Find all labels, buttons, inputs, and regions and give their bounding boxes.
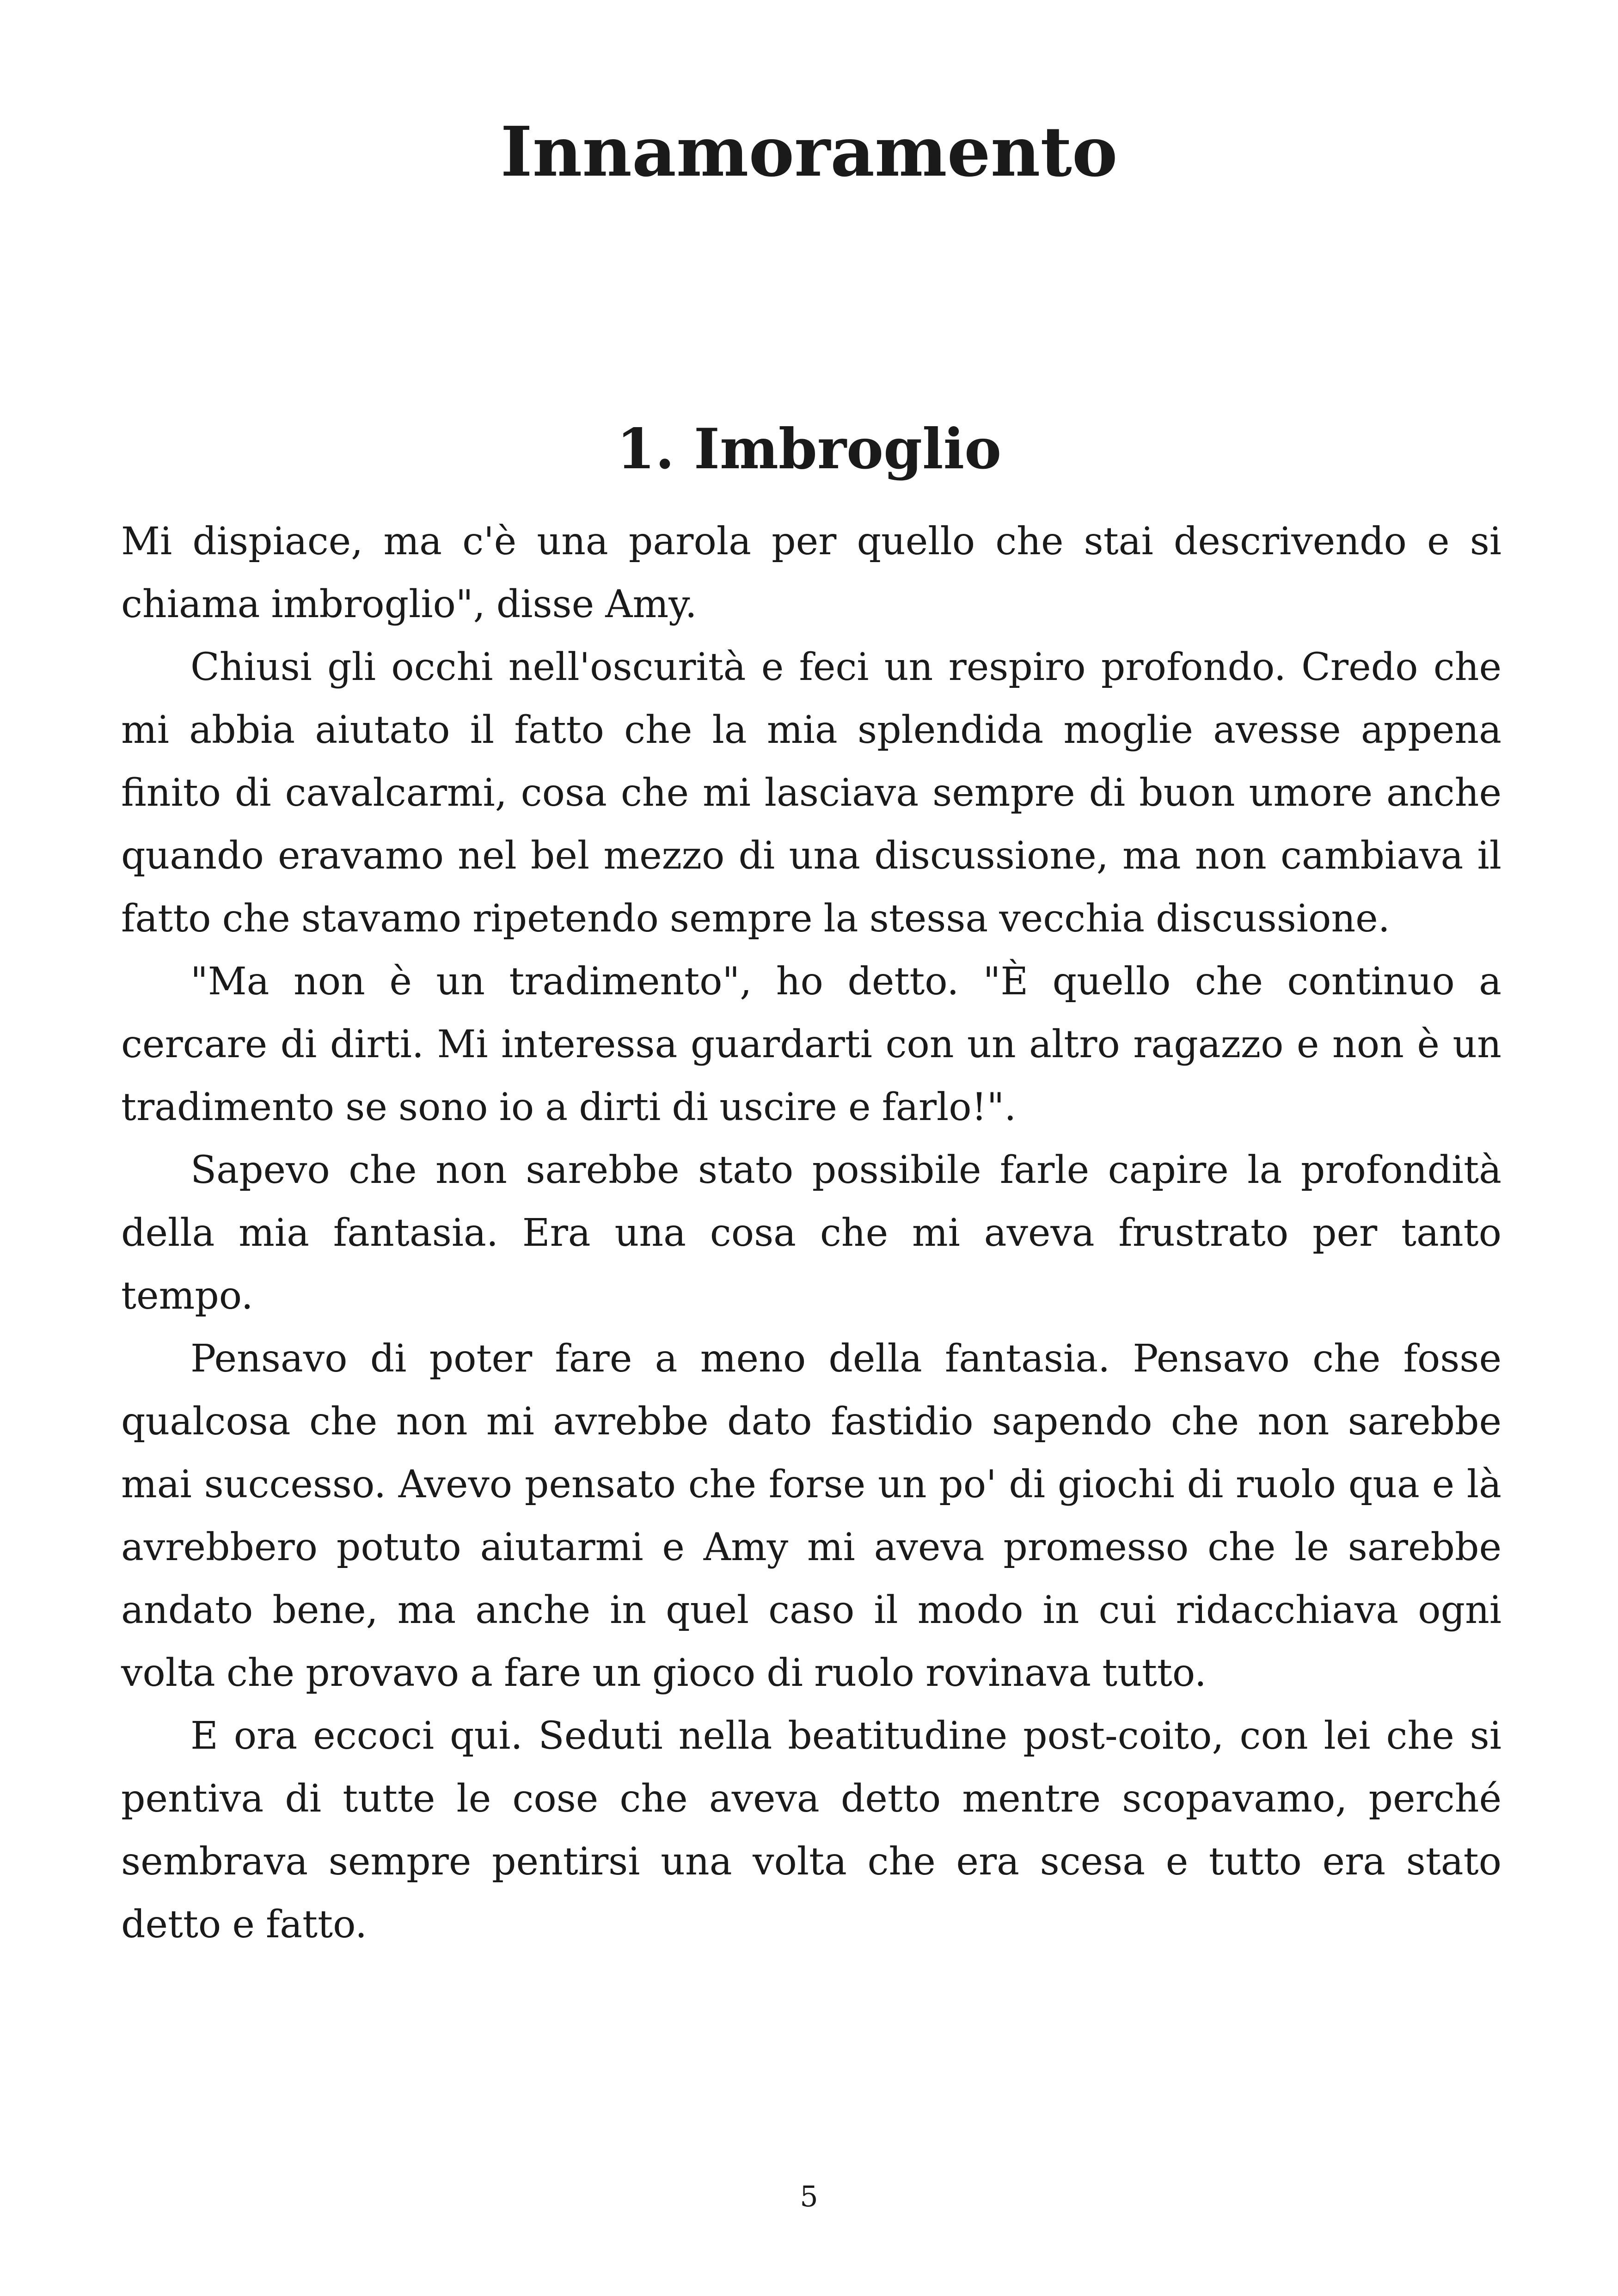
page-number: 5	[800, 2180, 818, 2213]
paragraph-1: Mi dispiace, ma c'è una parola per quello che stai descrivendo e si chiama imbroglio", disse Amy.	[121, 520, 1502, 626]
paragraph-5: Pensavo di poter fare a meno della fantasia. Pensavo che fosse qualcosa che non mi avrebbe dato fastidio sapendo che non sarebbe mai successo. Avevo pensato che forse un po' di giochi di ruolo qua e là avrebbero potuto aiutarmi e Amy mi aveva promesso che le sarebbe andato bene, ma anche in quel caso il modo in cui ridacchiava ogni volta che provavo a fare un gioco di ruolo rovinava tutto.	[121, 1337, 1502, 1695]
book-title: Innamoramento	[500, 111, 1118, 192]
paragraph-3: "Ma non è un tradimento", ho detto. "È quello che continuo a cercare di dirti. Mi interessa guardarti con un altro ragazzo e non è un tradimento se sono io a dirti di uscire e farlo!".	[121, 960, 1502, 1129]
paragraph-2: Chiusi gli occhi nell'oscurità e feci un respiro profondo. Credo che mi abbia aiutato il fatto che la mia splendida moglie avesse appena finito di cavalcarmi, cosa che mi lasciava sempre di buon umore anche quando eravamo nel bel mezzo di una discussione, ma non cambiava il fatto che stavamo ripetendo sempre la stessa vecchia discussione.	[121, 645, 1502, 941]
chapter-body	[121, 510, 1502, 1956]
paragraph-4: Sapevo che non sarebbe stato possibile farle capire la profondità della mia fantasia. Era una cosa che mi aveva frustrato per tanto tempo.	[121, 1148, 1502, 1318]
paragraph-6: E ora eccoci qui. Seduti nella beatitudine post-coito, con lei che si pentiva di tutte le cose che aveva detto mentre scopavamo, perché sembrava sempre pentirsi una volta che era scesa e tutto era stato detto e fatto.	[121, 1714, 1502, 1947]
chapter-title: 1. Imbroglio	[616, 416, 1002, 482]
